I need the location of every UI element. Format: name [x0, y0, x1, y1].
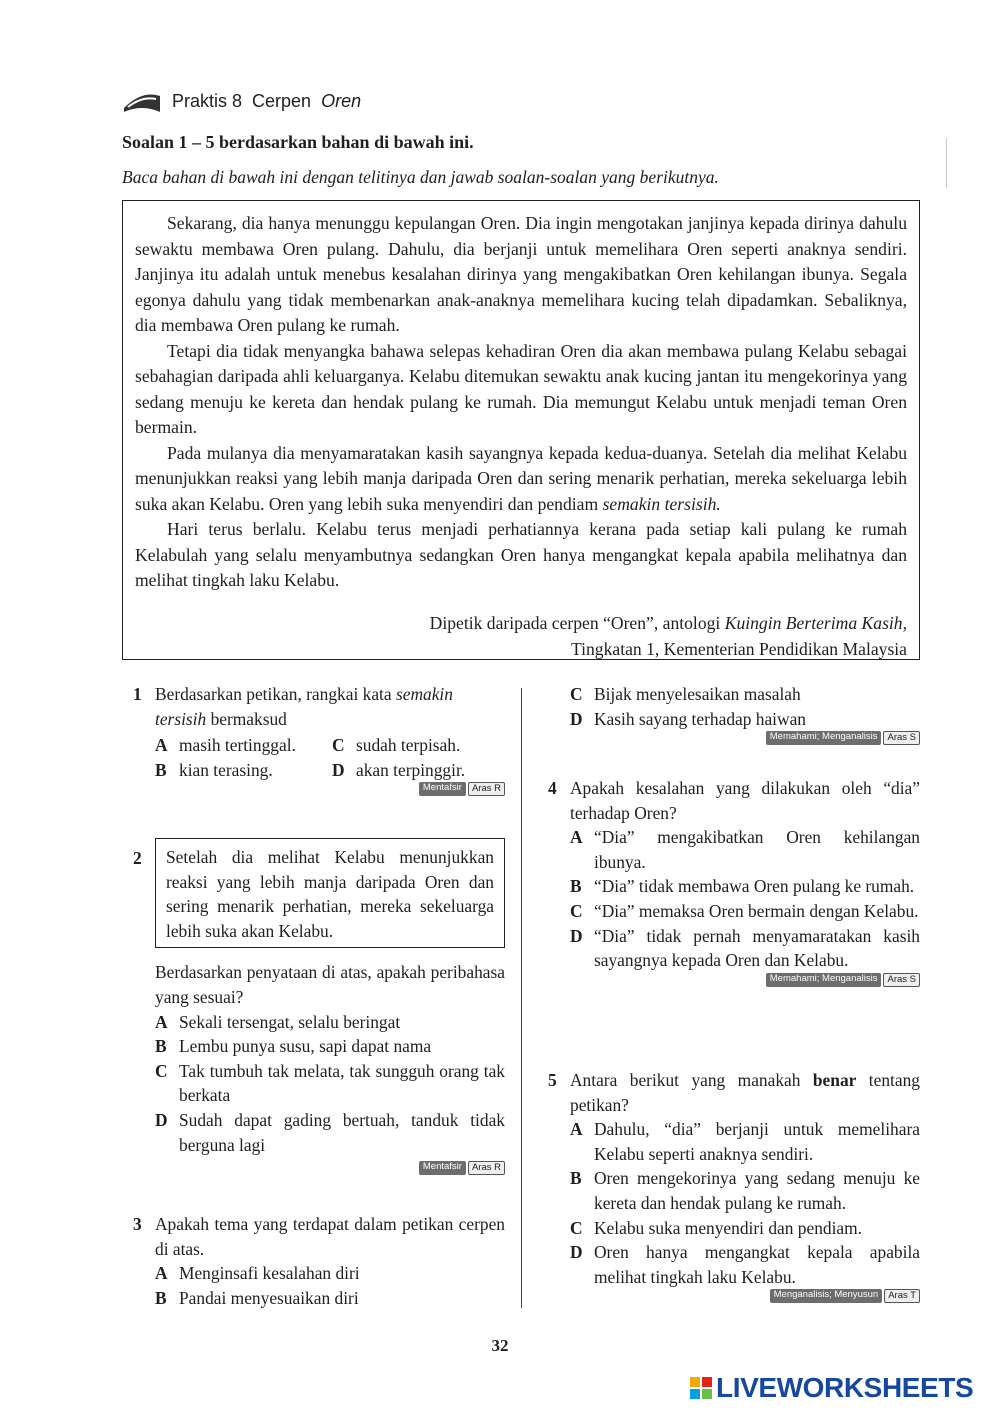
- book-icon: [122, 88, 162, 114]
- question-number: 4: [548, 778, 557, 798]
- question-3: [133, 1212, 505, 1310]
- section-title: Oren: [321, 90, 362, 111]
- question-number: 5: [548, 1070, 557, 1090]
- margin-line: [946, 138, 947, 188]
- question-stem: Berdasarkan petikan, rangkai kata semakin tersisih bermaksud: [155, 684, 453, 729]
- option-a[interactable]: A “Dia” mengakibatkan Oren kehilangan ibunya.: [570, 827, 920, 872]
- question-stem: Berdasarkan penyataan di atas, apakah peribahasa yang sesuai?: [155, 962, 505, 1007]
- option-b[interactable]: B Lembu punya susu, sapi dapat nama: [155, 1036, 432, 1057]
- watermark-logo: [690, 1372, 973, 1404]
- option-b[interactable]: B “Dia” tidak membawa Oren pulang ke rumah.: [570, 876, 915, 897]
- option-a[interactable]: A masih tertinggal.: [155, 735, 296, 756]
- question-1: [133, 682, 505, 796]
- question-stem: Apakah tema yang terdapat dalam petikan cerpen di atas.: [155, 1214, 505, 1259]
- section-header: [122, 88, 361, 114]
- instruction: Baca bahan di bawah ini dengan telitinya dan jawab soalan-soalan yang berikutnya.: [122, 167, 719, 187]
- option-d[interactable]: D akan terpinggir.: [332, 759, 466, 780]
- page-number: 32: [491, 1336, 509, 1355]
- passage-paragraph: Sekarang, dia hanya menunggu kepulangan Oren. Dia ingin mengotakan janjinya kepada dirinya dahulu sewaktu membawa Oren pulang. Dahulu, dia berjanji untuk memelihara Oren seperti anaknya sendiri. Janjinya itu adalah untuk menebus kesalahan dirinya yang mengakibatkan Oren kehilangan ibunya. Segala egonya dahulu yang tidak membenarkan anak-anaknya memelihara kucing telah dipadamkan. Sebaliknya, dia membawa Oren pulang ke rumah.: [135, 213, 907, 335]
- statement-box: Setelah dia melihat Kelabu menunjukkan reaksi yang lebih manja daripada Oren dan sering menarik perhatian, mereka sekeluarga lebih suka akan Kelabu.: [155, 838, 505, 948]
- watermark-text: LIVEWORKSHEETS: [716, 1372, 974, 1403]
- passage-paragraph: Tetapi dia tidak menyangka bahawa selepas kehadiran Oren dia akan membawa pulang Kelabu sebagai sebahagian daripada ahli keluarganya. Kelabu ditemukan sewaktu anak kucing jantan itu mengekorinya yang sedang menuju ke kereta dan hendak pulang ke rumah. Dia memungut Kelabu untuk menjadi teman Oren bermain.: [135, 340, 907, 437]
- question-number: 1: [133, 684, 142, 704]
- option-a[interactable]: A Dahulu, “dia” berjanji untuk memelihara Kelabu seperti anaknya sendiri.: [570, 1119, 920, 1164]
- question-5: [548, 1068, 920, 1303]
- question-4: [548, 776, 920, 987]
- option-c[interactable]: C Bijak menyelesaikan masalah: [570, 684, 801, 704]
- option-c[interactable]: C sudah terpisah.: [332, 735, 461, 756]
- passage-paragraph: Pada mulanya dia menyamaratakan kasih sayangnya kepada kedua-duanya. Setelah dia melihat Kelabu menunjukkan reaksi yang lebih manja daripada Oren dan sering menarik perhatian, mereka sekeluarga lebih suka akan Kelabu. Oren yang lebih suka menyendiri dan pendiam semakin tersisih.: [135, 442, 907, 514]
- option-b[interactable]: B Pandai menyesuaikan diri: [155, 1287, 359, 1308]
- skill-tag: Memahami; Menganalisis Aras S: [570, 973, 920, 987]
- section-label: Praktis 8: [172, 90, 243, 111]
- passage-box: [122, 200, 920, 660]
- option-c[interactable]: C “Dia” memaksa Oren bermain dengan Kelabu.: [570, 900, 919, 921]
- option-d[interactable]: D Oren hanya mengangkat kepala apabila melihat tingkah laku Kelabu.: [570, 1242, 920, 1287]
- logo-grid-icon: [690, 1377, 712, 1399]
- option-d[interactable]: D Kasih sayang terhadap haiwan: [570, 708, 806, 729]
- skill-tag: Memahami; Menganalisis Aras S: [570, 731, 920, 745]
- question-number: 3: [133, 1214, 142, 1234]
- option-a[interactable]: A Sekali tersengat, selalu beringat: [155, 1011, 401, 1032]
- option-c[interactable]: C Tak tumbuh tak melata, tak sungguh orang tak berkata: [155, 1060, 505, 1106]
- skill-tag: Menganalisis; Menyusun Aras T: [570, 1289, 920, 1303]
- question-stem: Antara berikut yang manakah benar tentang petikan?: [570, 1070, 920, 1115]
- passage-source: Dipetik daripada cerpen “Oren”, antologi Kuingin Berterima Kasih, Tingkatan 1, Kementerian Pendidikan Malaysia: [429, 613, 907, 659]
- option-a[interactable]: A Menginsafi kesalahan diri: [155, 1263, 360, 1284]
- question-3-continued: [570, 682, 920, 745]
- option-c[interactable]: C Kelabu suka menyendiri dan pendiam.: [570, 1217, 863, 1238]
- skill-tag: Mentafsir Aras R: [155, 1161, 505, 1175]
- option-d[interactable]: D Sudah dapat gading bertuah, tanduk tidak berguna lagi: [155, 1109, 505, 1155]
- question-range: Soalan 1 – 5 berdasarkan bahan di bawah ini.: [122, 132, 474, 152]
- column-divider: [521, 688, 522, 1308]
- skill-tag: Mentafsir Aras R: [155, 782, 505, 796]
- passage-paragraph: Hari terus berlalu. Kelabu terus menjadi perhatiannya kerana pada setiap kali pulang ke rumah Kelabulah yang selalu menyambutnya sedangkan Oren hanya mengangkat kepala apabila melihatnya dan melihat tingkah laku Kelabu.: [135, 519, 907, 590]
- option-b[interactable]: B kian terasing.: [155, 759, 273, 780]
- section-kind: Cerpen: [252, 90, 312, 111]
- question-number: 2: [133, 848, 142, 868]
- option-b[interactable]: B Oren mengekorinya yang sedang menuju ke kereta dan hendak pulang ke rumah.: [570, 1168, 920, 1213]
- question-2: [133, 838, 505, 1175]
- question-stem: Apakah kesalahan yang dilakukan oleh “dia” terhadap Oren?: [570, 778, 920, 823]
- option-d[interactable]: D “Dia” tidak pernah menyamaratakan kasih sayangnya kepada Oren dan Kelabu.: [570, 925, 920, 971]
